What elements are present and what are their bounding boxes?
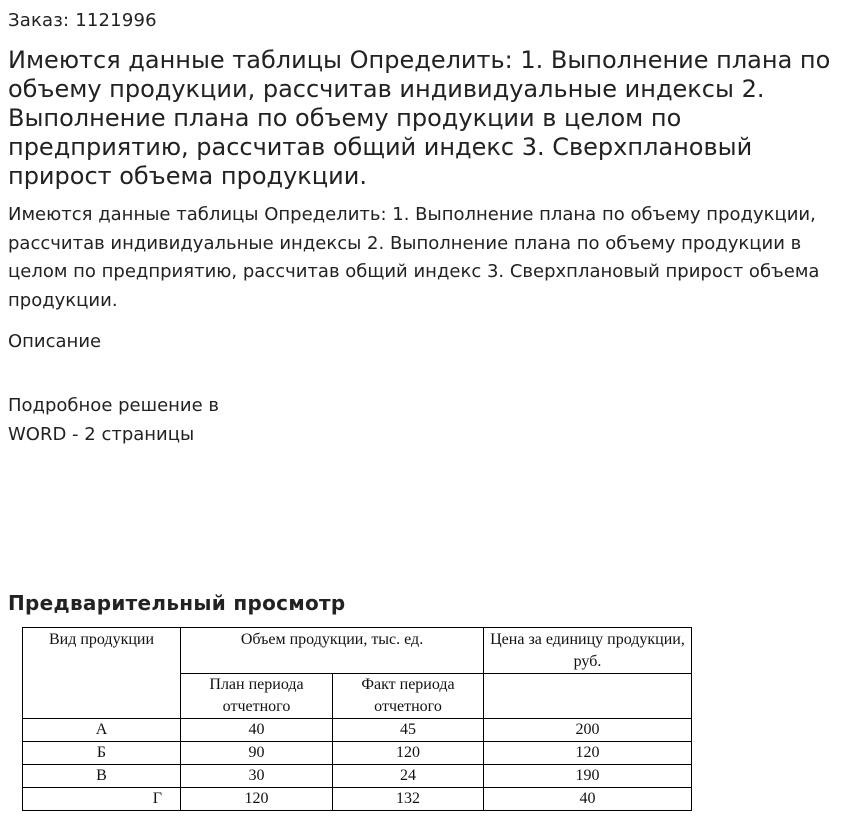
cell-price: 40 [484, 788, 692, 811]
solution-line-2: WORD - 2 страницы [8, 424, 195, 445]
cell-kind: В [23, 765, 181, 788]
table-row [23, 765, 692, 788]
description-heading: Описание [8, 331, 102, 352]
cell-plan: 30 [181, 765, 333, 788]
table-header-row [23, 628, 692, 674]
solution-info [8, 391, 268, 449]
cell-price: 200 [484, 719, 692, 742]
table-row [23, 719, 692, 742]
cell-price: 190 [484, 765, 692, 788]
header-fact: Факт периода отчетного [333, 674, 484, 719]
cell-kind: Г [23, 788, 181, 811]
cell-fact: 132 [333, 788, 484, 811]
header-price-empty [484, 674, 692, 719]
page-title: Имеются данные таблицы Определить: 1. Выполнение плана по объему продукции, рассчитав индивидуальные индексы 2. Выполнение плана по объему продукции в целом по предприятию, рассчитав общий индекс 3. Сверхплановый прирост объема продукции. [8, 46, 831, 190]
cell-plan: 120 [181, 788, 333, 811]
table-row [23, 788, 692, 811]
header-price: Цена за единицу продукции, руб. [484, 628, 692, 674]
cell-kind: Б [23, 742, 181, 765]
header-kind: Вид продукции [23, 628, 181, 719]
header-plan: План периода отчетного [181, 674, 333, 719]
cell-fact: 120 [333, 742, 484, 765]
cell-plan: 40 [181, 719, 333, 742]
header-volume: Объем продукции, тыс. ед. [181, 628, 484, 674]
table-row [23, 742, 692, 765]
cell-plan: 90 [181, 742, 333, 765]
task-description: Имеются данные таблицы Определить: 1. Выполнение плана по объему продукции, рассчитав индивидуальные индексы 2. Выполнение плана по объему продукции в целом по предприятию, рассчитав общий индекс 3. Сверхплановый прирост объема продукции. [8, 204, 820, 311]
cell-fact: 45 [333, 719, 484, 742]
preview-table [22, 627, 692, 811]
cell-fact: 24 [333, 765, 484, 788]
solution-line-1: Подробное решение в [8, 395, 220, 416]
cell-kind: А [23, 719, 181, 742]
order-number: Заказ: 1121996 [8, 10, 157, 31]
preview-heading: Предварительный просмотр [8, 591, 346, 615]
cell-price: 120 [484, 742, 692, 765]
